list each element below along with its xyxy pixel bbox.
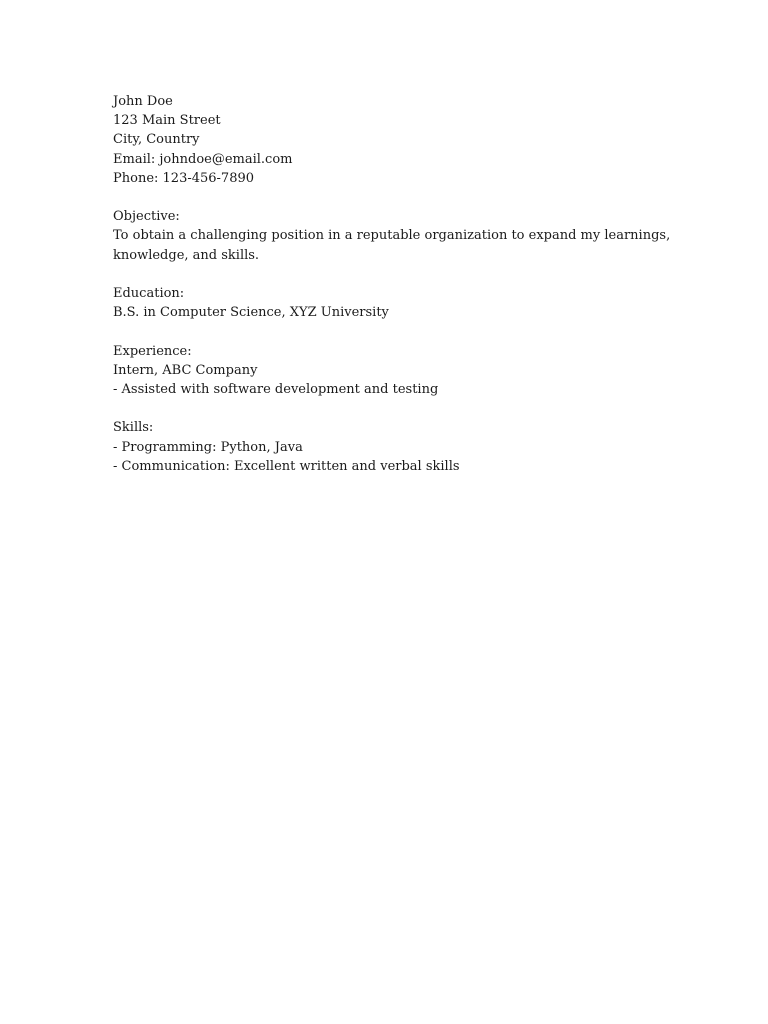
contact-street: 123 Main Street (113, 113, 221, 129)
contact-name: John Doe (113, 94, 173, 109)
skills-heading: Skills: (113, 420, 154, 436)
experience-heading: Experience: (113, 343, 192, 359)
skills-section (113, 418, 618, 476)
objective-section (113, 207, 671, 265)
skills-bullet-programming: - Programming: Python, Java (113, 439, 303, 455)
contact-city: City, Country (113, 132, 200, 148)
skills-bullet-communication: - Communication: Excellent written and verbal skills (113, 458, 460, 474)
experience-section (113, 342, 618, 400)
objective-text-line-2: knowledge, and skills. (113, 247, 260, 263)
objective-heading: Objective: (113, 209, 180, 225)
contact-email: Email: johndoe@email.com (113, 151, 293, 167)
section-spacer (113, 399, 618, 418)
contact-block (113, 92, 618, 188)
section-spacer (113, 188, 618, 207)
experience-role: Intern, ABC Company (113, 362, 258, 378)
objective-text-line-1: To obtain a challenging position in a reputable organization to expand my learnings, (113, 228, 671, 244)
education-degree: B.S. in Computer Science, XYZ University (113, 305, 389, 321)
education-heading: Education: (113, 286, 185, 301)
education-section (113, 284, 618, 322)
section-spacer (113, 322, 618, 341)
contact-phone: Phone: 123-456-7890 (113, 170, 255, 186)
experience-bullet: - Assisted with software development and testing (113, 382, 439, 397)
section-spacer (113, 265, 618, 284)
